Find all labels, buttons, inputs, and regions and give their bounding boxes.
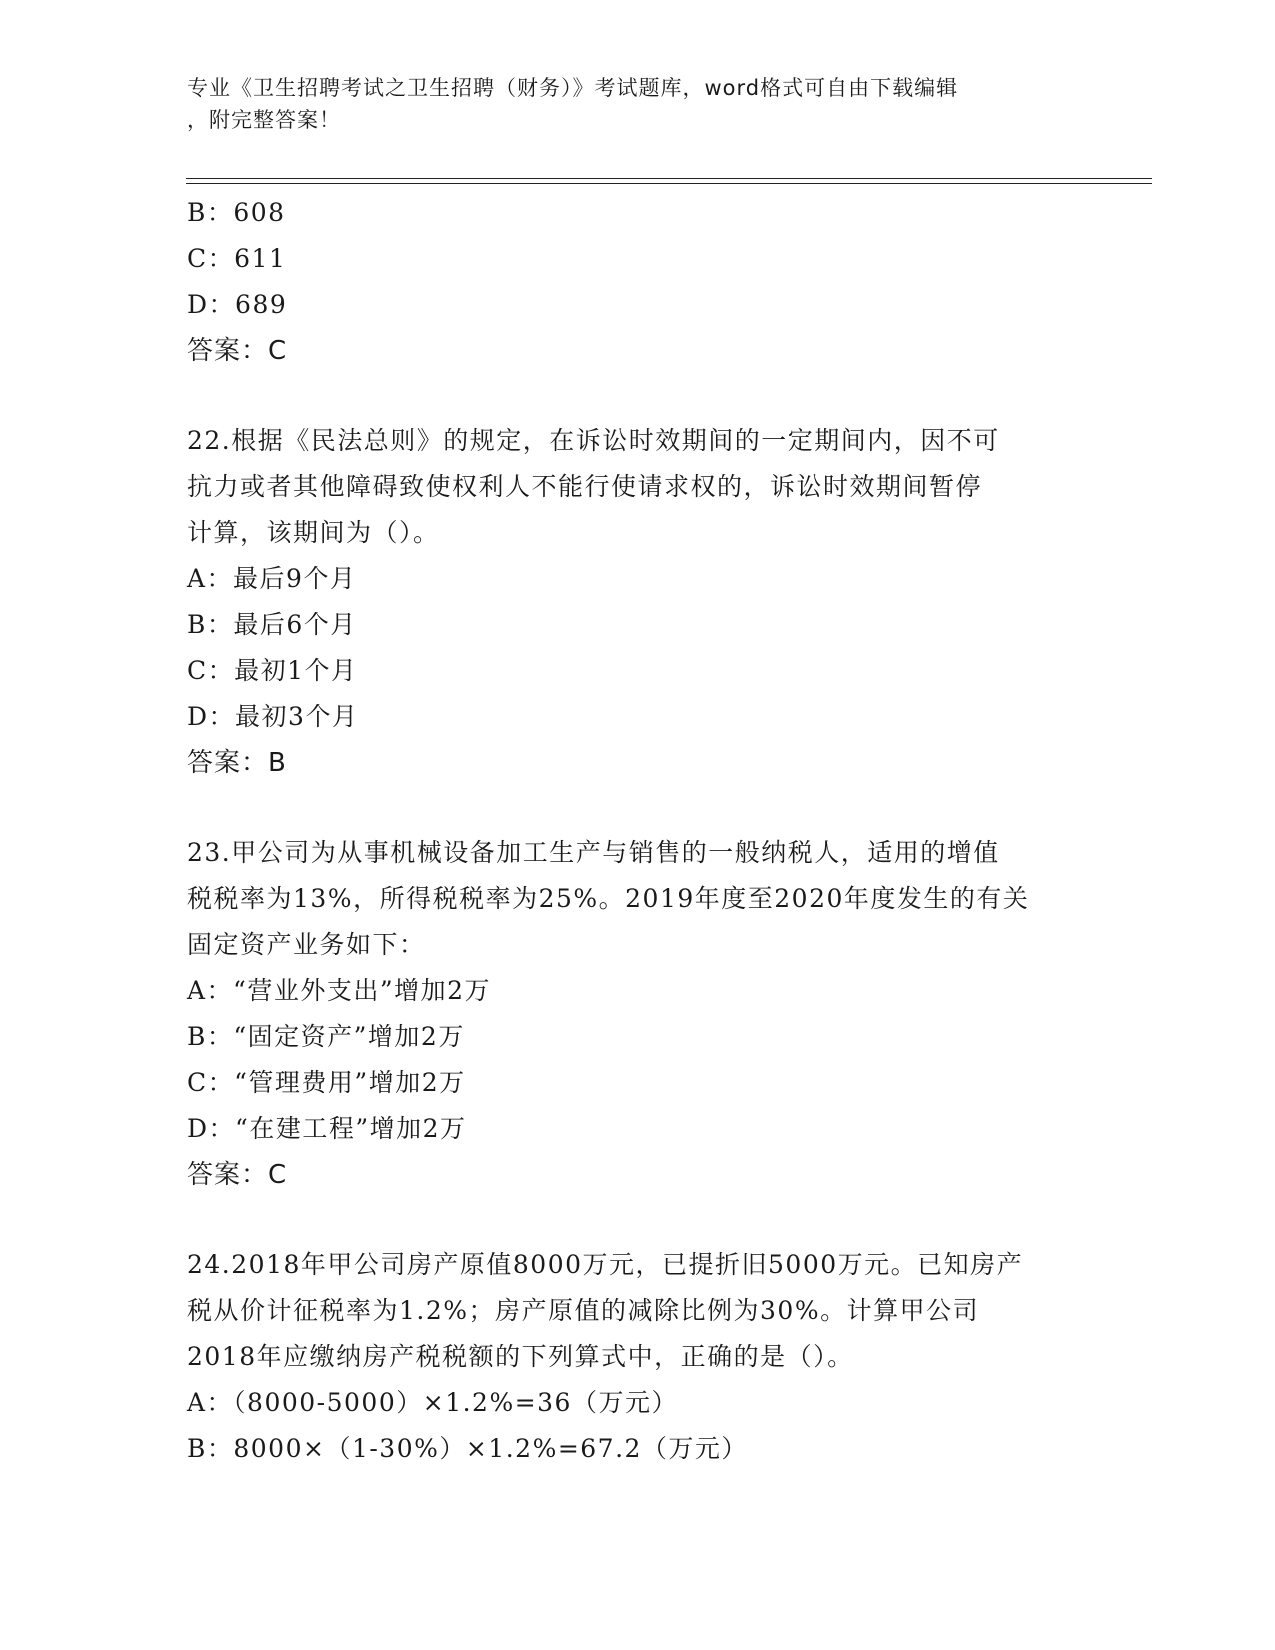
option-b: B：8000×（1-30%）×1.2%=67.2（万元） <box>187 1434 748 1463</box>
option-a: A：（8000-5000）×1.2%=36（万元） <box>187 1388 678 1417</box>
question-stem-line: 23.甲公司为从事机械设备加工生产与销售的一般纳税人，适用的增值 <box>187 838 1000 867</box>
header-line-1: 专业《卫生招聘考试之卫生招聘（财务）》考试题库，word格式可自由下载编辑 <box>187 76 959 100</box>
question-block-24 <box>187 1242 1087 1472</box>
question-stem-line: 2018年应缴纳房产税税额的下列算式中，正确的是（）。 <box>187 1342 854 1371</box>
question-stem-line: 税税率为13%，所得税税率为25%。2019年度至2020年度发生的有关 <box>187 884 1030 913</box>
question-block-23 <box>187 830 1087 1198</box>
option-c: C：“管理费用”增加2万 <box>187 1068 466 1097</box>
option-c: C：611 <box>187 244 287 273</box>
answer-line: 答案：B <box>187 748 287 778</box>
option-b: B：“固定资产”增加2万 <box>187 1022 465 1051</box>
option-d: D：最初3个月 <box>187 702 359 731</box>
question-block-21 <box>187 190 1087 374</box>
option-b: B：608 <box>187 198 286 227</box>
question-stem-line: 24.2018年甲公司房产原值8000万元，已提折旧5000万元。已知房产 <box>187 1250 1024 1279</box>
document-header <box>187 72 1067 136</box>
option-c: C：最初1个月 <box>187 656 358 685</box>
question-list <box>187 190 1087 1472</box>
question-stem-line: 22.根据《民法总则》的规定，在诉讼时效期间的一定期间内，因不可 <box>187 426 1000 455</box>
question-stem-line: 抗力或者其他障碍致使权利人不能行使请求权的，诉讼时效期间暂停 <box>187 472 983 501</box>
question-stem-line: 固定资产业务如下： <box>187 930 426 959</box>
option-b: B：最后6个月 <box>187 610 357 639</box>
option-d: D：689 <box>187 290 288 319</box>
question-block-22 <box>187 418 1087 786</box>
question-stem-line: 计算，该期间为（）。 <box>187 518 440 547</box>
answer-line: 答案：C <box>187 336 288 366</box>
option-a: A：“营业外支出”增加2万 <box>187 976 492 1005</box>
question-stem-line: 税从价计征税率为1.2%；房产原值的减除比例为30%。计算甲公司 <box>187 1296 980 1325</box>
option-a: A：最后9个月 <box>187 564 357 593</box>
answer-line: 答案：C <box>187 1160 288 1190</box>
header-divider-bottom <box>186 183 1152 184</box>
option-d: D：“在建工程”增加2万 <box>187 1114 467 1143</box>
header-line-2: ，附完整答案！ <box>187 108 341 132</box>
header-divider-top <box>186 178 1152 179</box>
